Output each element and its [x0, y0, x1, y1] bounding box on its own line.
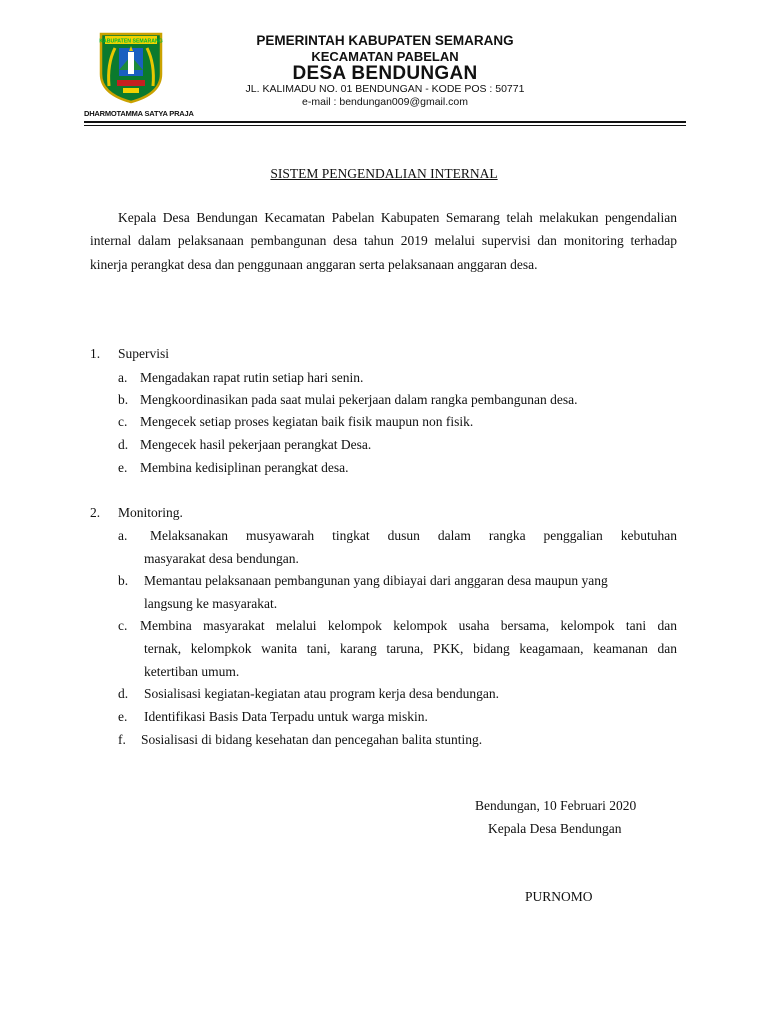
- letterhead-address: JL. KALIMADU NO. 01 BENDUNGAN - KODE POS : 50771: [245, 83, 525, 95]
- s2-item-text: Sosialisasi di bidang kesehatan dan pencegahan balita stunting.: [141, 732, 483, 747]
- signature-position: Kepala Desa Bendungan: [488, 821, 622, 836]
- s2-item-text-line: Melaksanakan musyawarah tingkat dusun dalam rangka penggalian kebutuhan: [150, 528, 677, 543]
- s1-item-text: Mengecek hasil pekerjaan perangkat Desa.: [140, 437, 372, 452]
- section2-number: 2.: [90, 505, 101, 520]
- s2-item-marker: f.: [118, 732, 126, 747]
- section2-heading: Monitoring.: [118, 505, 183, 520]
- s1-item-text: Mengkoordinasikan pada saat mulai pekerjaan dalam rangka pembangunan desa.: [140, 392, 578, 407]
- letterhead-divider-thick: [84, 121, 686, 123]
- s1-item-text: Membina kedisiplinan perangkat desa.: [140, 460, 349, 475]
- s1-item-marker: d.: [118, 437, 129, 452]
- intro-text: Kepala Desa Bendungan Kecamatan Pabelan Kabupaten Semarang telah melakukan pengendalian internal dalam pelaksanaan pembangunan desa tahun 2019 melalui supervisi dan monitoring terhadap kinerja perangkat desa dan penggunaan anggaran serta pelaksanaan anggaran desa.: [90, 210, 677, 272]
- s2-item-marker: a.: [118, 528, 128, 543]
- letterhead-email: e-mail : bendungan009@gmail.com: [302, 96, 468, 108]
- s2-item-marker: b.: [118, 573, 129, 588]
- s2-item-text: Identifikasi Basis Data Terpadu untuk warga miskin.: [144, 709, 428, 724]
- s1-item-marker: b.: [118, 392, 129, 407]
- s2-item-text: Sosialisasi kegiatan-kegiatan atau program kerja desa bendungan.: [144, 686, 500, 701]
- document-title: SISTEM PENGENDALIAN INTERNAL: [270, 166, 498, 181]
- letterhead-divider-thin: [84, 125, 686, 126]
- s2-item-text-line: ternak, kelompkok wanita tani, karang taruna, PKK, bidang keagamaan, keamanan dan: [144, 641, 677, 656]
- intro-paragraph: [90, 206, 677, 276]
- s2-item-marker: d.: [118, 686, 129, 701]
- section1-heading: Supervisi: [118, 346, 170, 361]
- svg-text:KABUPATEN SEMARANG: KABUPATEN SEMARANG: [99, 38, 163, 45]
- s2-item-text-line: ketertiban umum.: [144, 664, 240, 679]
- regency-motto: DHARMOTAMMA SATYA PRAJA: [84, 109, 194, 118]
- s1-item-marker: c.: [118, 414, 128, 429]
- s2-item-marker: c.: [118, 618, 128, 633]
- s2-item-marker: e.: [118, 709, 128, 724]
- letterhead-district: KECAMATAN PABELAN: [311, 49, 459, 64]
- s2-item-text-line: Memantau pelaksanaan pembangunan yang dibiayai dari anggaran desa maupun yang: [144, 573, 608, 588]
- regency-emblem-icon: [97, 30, 165, 104]
- letterhead-government: PEMERINTAH KABUPATEN SEMARANG: [256, 33, 514, 48]
- s2-item-text-line: masyarakat desa bendungan.: [144, 551, 299, 566]
- s1-item-marker: a.: [118, 370, 128, 385]
- section1-number: 1.: [90, 346, 101, 361]
- s1-item-text: Mengecek setiap proses kegiatan baik fisik maupun non fisik.: [140, 414, 474, 429]
- s2-item-text-line: Membina masyarakat melalui kelompok kelompok usaha bersama, kelompok tani dan: [140, 618, 677, 633]
- s2-item-text-line: langsung ke masyarakat.: [144, 596, 278, 611]
- signature-place-date: Bendungan, 10 Februari 2020: [475, 798, 637, 813]
- s1-item-marker: e.: [118, 460, 128, 475]
- s1-item-text: Mengadakan rapat rutin setiap hari senin.: [140, 370, 364, 385]
- letterhead-village: DESA BENDUNGAN: [292, 63, 478, 84]
- signature-name: PURNOMO: [525, 889, 593, 904]
